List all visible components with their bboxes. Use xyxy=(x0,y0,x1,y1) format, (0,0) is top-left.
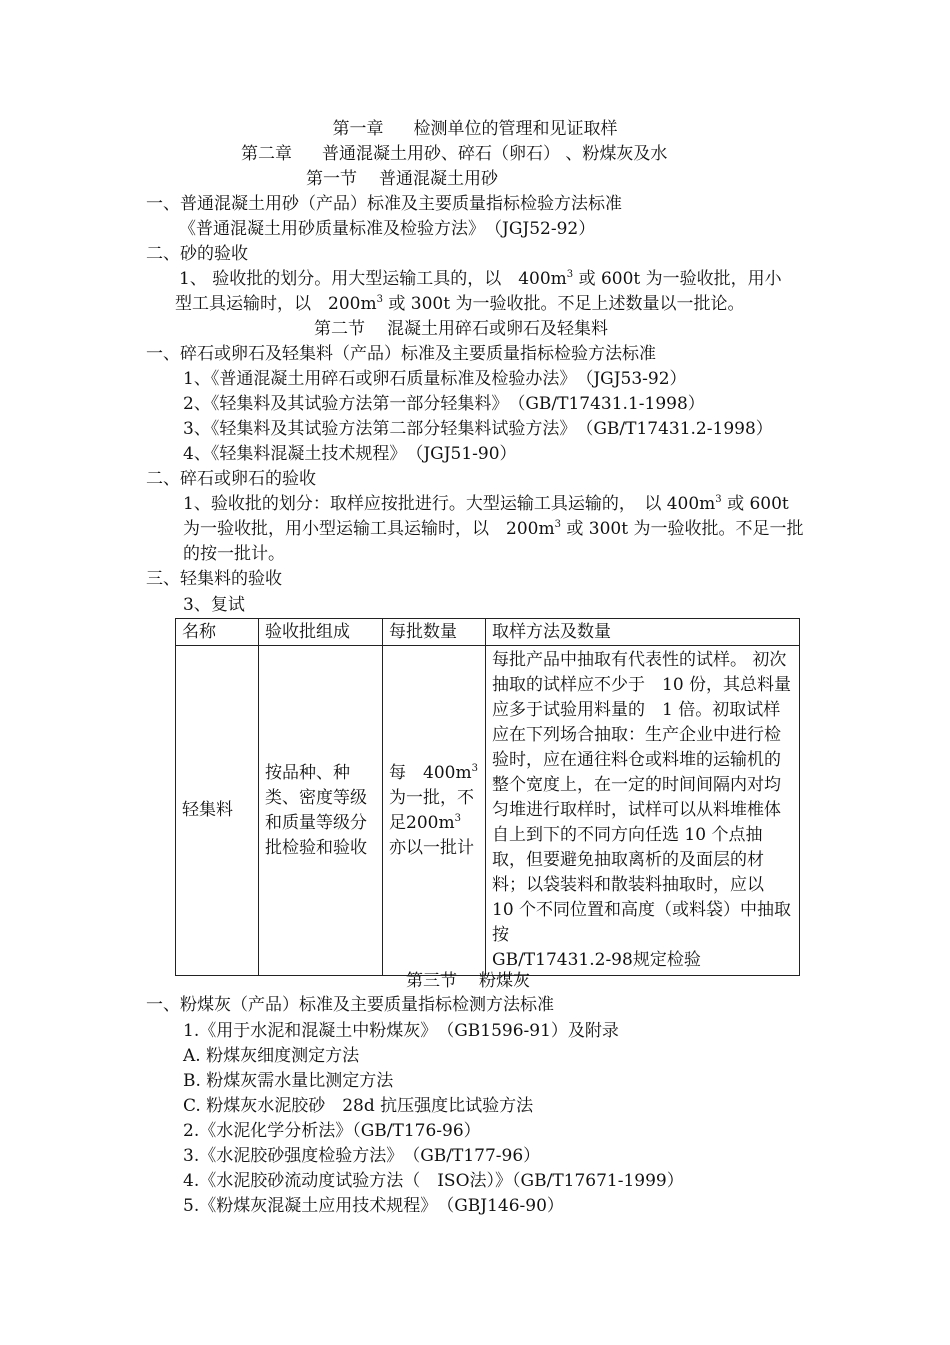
flyash-standard-item: A. 粉煤灰细度测定方法 xyxy=(183,1046,360,1066)
flyash-standard-item: 4.《水泥胶砂流动度试验方法（ ISO法）》（GB/T17671-1999） xyxy=(183,1171,684,1191)
sampling-table xyxy=(175,618,800,976)
superscript: 3 xyxy=(715,494,722,505)
gravel-standard-heading: 一、碎石或卵石及轻集料（产品）标准及主要质量指标检验方法标准 xyxy=(146,344,656,364)
text: 为一验收批，用小型运输工具运输时，以 200m xyxy=(183,519,555,539)
chapter-title: 普通混凝土用砂、碎石（卵石） 、粉煤灰及水 xyxy=(322,144,668,164)
table-row xyxy=(176,646,800,976)
chapter-1-heading xyxy=(0,118,950,140)
gravel-standard-item: 2、《轻集料及其试验方法第一部分轻集料》 （GB/T17431.1-1998） xyxy=(183,394,705,414)
gravel-batch-paragraph-line1 xyxy=(183,493,789,515)
sand-standard-item: 《普通混凝土用砂质量标准及检验方法》 （JGJ52-92） xyxy=(179,219,596,239)
chapter-2-heading xyxy=(241,143,667,165)
text: 每 400m xyxy=(389,762,472,783)
text: 1、 验收批的划分。用大型运输工具的，以 400m xyxy=(179,269,567,289)
material-name-cell: 轻集料 xyxy=(176,646,259,976)
chapter-number: 第二章 xyxy=(241,144,292,164)
text: 亦以一批计 xyxy=(389,812,478,858)
section-3-heading xyxy=(406,970,530,992)
text: 每批产品中抽取有代表性的试样。 初次抽取的试样应不少于 10 份，其总料量应多于试验用料量的 1 倍。初取试样应在下列场合抽取：生产企业中进行检验时，应在通往料仓或料堆的运输机的整个宽度上，在一定的时间间隔内对均匀堆进行取样时，试样可以从料堆椎体自上到下的不同方向任选 10 个点抽取，但要避免抽取离析的及面层的材料；以袋装料和散装料抽取时，应以 10 个不同位置和高度（或料袋）中抽取按 xyxy=(492,650,792,945)
text: 为一批，不 足 xyxy=(389,787,491,833)
text: 1、验收批的划分：取样应按批进行。大型运输工具运输的， 以 400m xyxy=(183,494,716,514)
sand-standard-heading: 一、普通混凝土用砂（产品）标准及主要质量指标检验方法标准 xyxy=(146,194,622,214)
gravel-acceptance-heading: 二、碎石或卵石的验收 xyxy=(146,469,316,489)
lightweight-acceptance-heading: 三、轻集料的验收 xyxy=(146,569,282,589)
sand-batch-paragraph-line2 xyxy=(175,293,744,315)
section-title: 粉煤灰 xyxy=(479,971,530,991)
text: 或 600t 为一验收批，用小 xyxy=(573,269,782,289)
section-number: 第一节 xyxy=(306,169,357,189)
flyash-standard-heading: 一、粉煤灰（产品）标准及主要质量指标检测方法标准 xyxy=(146,995,554,1015)
text: 或 300t 为一验收批。不足上述数量以一批论。 xyxy=(382,294,745,314)
text: 或 300t 为一验收批。不足一批 xyxy=(560,519,804,539)
batch-composition-cell: 按品种、种类、密度等级和质量等级分批检验和验收 xyxy=(259,646,383,976)
table-header-row xyxy=(176,619,800,646)
table-header-cell: 每批数量 xyxy=(383,619,486,646)
sampling-method-cell xyxy=(486,646,800,976)
sand-batch-paragraph-line1 xyxy=(179,268,782,290)
section-number: 第三节 xyxy=(406,971,457,991)
superscript: 3 xyxy=(454,812,461,824)
text: 型工具运输时，以 200m xyxy=(175,294,377,314)
section-title: 普通混凝土用砂 xyxy=(379,169,498,189)
superscript: 3 xyxy=(471,762,478,774)
superscript: 3 xyxy=(554,519,561,530)
superscript: 3 xyxy=(566,269,574,280)
table-header-cell: 名称 xyxy=(176,619,259,646)
sand-acceptance-heading: 二、砂的验收 xyxy=(146,244,248,264)
flyash-standard-item: C. 粉煤灰水泥胶砂 28d 抗压强度比试验方法 xyxy=(183,1096,534,1116)
text: 或 600t xyxy=(721,494,789,514)
chapter-number: 第一章 xyxy=(332,119,384,139)
batch-quantity-cell xyxy=(383,646,491,976)
retest-subheading: 3、复试 xyxy=(183,595,245,615)
section-1-heading xyxy=(306,168,498,190)
flyash-standard-item: 3.《水泥胶砂强度检验方法》 （GB/T177-96） xyxy=(183,1146,541,1166)
flyash-standard-item: 2.《水泥化学分析法》（GB/T176-96） xyxy=(183,1121,481,1141)
gravel-batch-paragraph-line3: 的按一批计。 xyxy=(183,544,285,564)
flyash-standard-item: 1.《用于水泥和混凝土中粉煤灰》 （GB1596-91）及附录 xyxy=(183,1021,619,1041)
table-header-cell: 验收批组成 xyxy=(259,619,383,646)
text: GB/T17431.2-98规定检验 xyxy=(492,950,701,970)
text: 200m xyxy=(406,812,455,833)
gravel-standard-item: 4、《轻集料混凝土技术规程》 （JGJ51-90） xyxy=(183,444,517,464)
gravel-batch-paragraph-line2 xyxy=(183,518,803,540)
superscript: 3 xyxy=(376,294,383,305)
flyash-standard-item: 5.《粉煤灰混凝土应用技术规程》 （GBJ146-90） xyxy=(183,1196,564,1216)
gravel-standard-item: 1、《普通混凝土用碎石或卵石质量标准及检验办法》 （JGJ53-92） xyxy=(183,369,687,389)
section-2-heading xyxy=(314,318,608,340)
table-header-cell: 取样方法及数量 xyxy=(486,619,800,646)
flyash-standard-item: B. 粉煤灰需水量比测定方法 xyxy=(183,1071,394,1091)
section-title: 混凝土用碎石或卵石及轻集料 xyxy=(387,319,608,339)
gravel-standard-item: 3、《轻集料及其试验方法第二部分轻集料试验方法》 （GB/T17431.2-1998） xyxy=(183,419,773,439)
section-number: 第二节 xyxy=(314,319,365,339)
chapter-title: 检测单位的管理和见证取样 xyxy=(413,119,618,139)
